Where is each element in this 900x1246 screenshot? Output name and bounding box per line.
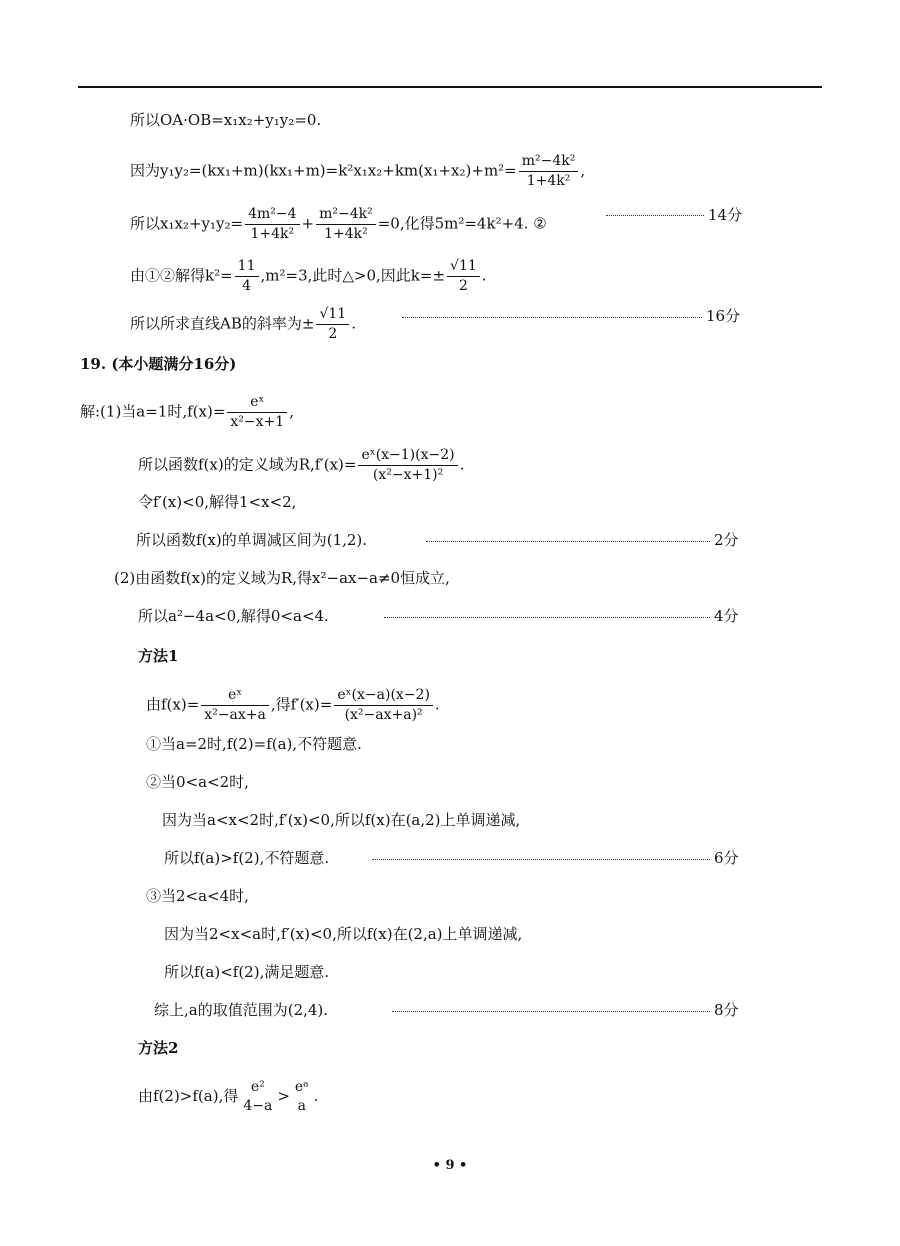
fraction: $\frac{√11}{2}$ xyxy=(316,305,349,344)
fraction: $\frac{\text{eˣ(x−a)(x−2)}}{\text{(x²−ax+a)²}}$ xyxy=(334,686,433,725)
text-line: 所以a²−4a<0,解得0<a<4. xyxy=(138,607,329,625)
text-line: 综上,a的取值范围为(2,4). xyxy=(154,1001,329,1019)
page-number: • 9 • xyxy=(432,1158,468,1173)
fraction: $\frac{\text{4m²−4}}{\text{1+4k²}}$ xyxy=(245,205,299,244)
text-line: 由f(2)>f(a),得 e² 4−a > eᵃ a . xyxy=(138,1079,319,1114)
subsection-heading: 方法1 xyxy=(138,647,179,665)
score-label: 8分 xyxy=(714,1001,739,1019)
text-line: ②当0<a<2时, xyxy=(146,773,249,791)
text-line: 因为当2<x<a时,f′(x)<0,所以f(x)在(2,a)上单调递减, xyxy=(164,925,523,943)
text-line: 解:(1)当a=1时,f(x)= $\frac{\text{eˣ}}{\text{x²−x+1}}$ , xyxy=(80,394,294,430)
fraction: $\frac{\text{m²−4k²}}{\text{1+4k²}}$ xyxy=(316,205,376,244)
text-line: 由①②解得k²= $\frac{11}{4}$ ,m²=3,此时△>0,因此k=± $\frac{√11}{2}$ . xyxy=(130,258,487,294)
text-line: ③当2<a<4时, xyxy=(146,887,249,905)
score-leader xyxy=(402,317,702,318)
section-heading: 19. (本小题满分16分) xyxy=(80,355,237,373)
score-leader xyxy=(426,541,710,542)
score-leader xyxy=(372,859,710,860)
text-line: ①当a=2时,f(2)=f(a),不符题意. xyxy=(146,735,362,753)
score-label: 16分 xyxy=(706,307,741,325)
text-line: 因为当a<x<2时,f′(x)<0,所以f(x)在(a,2)上单调递减, xyxy=(162,811,521,829)
fraction: $\frac{\text{eˣ(x−1)(x−2)}}{\text{(x²−x+1)²}}$ xyxy=(358,446,457,485)
text-line: 由f(x)= $\frac{\text{eˣ}}{\text{x²−ax+a}}$ ,得f′(x)= $\frac{\text{eˣ(x−a)(x−2)}}{\text{(x²−ax+a)²}}$ . xyxy=(146,687,440,723)
text-line: 因为y₁y₂=(kx₁+m)(kx₁+m)=k²x₁x₂+km(x₁+x₂)+m²= $\frac{\text{m²−4k²}}{\text{1+4k²}}$ , xyxy=(130,153,586,189)
fraction: $\frac{11}{4}$ xyxy=(235,257,259,296)
text-line: 令f′(x)<0,解得1<x<2, xyxy=(138,493,297,511)
header-rule xyxy=(78,86,822,88)
text-line: 所以函数f(x)的单调减区间为(1,2). xyxy=(136,531,368,549)
fraction: $\frac{\text{m²−4k²}}{\text{1+4k²}}$ xyxy=(519,152,579,191)
text-line: 所以f(a)<f(2),满足题意. xyxy=(164,963,330,981)
score-label: 14分 xyxy=(708,206,743,224)
text-line-start: 因为y₁y₂=(kx₁+m)(kx₁+m)=k²x₁x₂+km(x₁+x₂)+m²= xyxy=(130,161,517,180)
fraction: eᵃ a xyxy=(294,1079,309,1114)
score-label: 2分 xyxy=(714,531,739,549)
text-line: 所以x₁x₂+y₁y₂= $\frac{\text{4m²−4}}{\text{1+4k²}}$ + $\frac{\text{m²−4k²}}{\text{1+4k²}}$ =0,化得5m²=4k²+4. ② xyxy=(130,206,547,242)
text-line: 所以所求直线AB的斜率为± $\frac{√11}{2}$ . xyxy=(130,306,356,342)
fraction: $\frac{\text{eˣ}}{\text{x²−x+1}}$ xyxy=(227,393,287,432)
text-line: (2)由函数f(x)的定义域为R,得x²−ax−a≠0恒成立, xyxy=(114,569,450,587)
score-label: 4分 xyxy=(714,607,739,625)
fraction: e² 4−a xyxy=(243,1079,273,1114)
subsection-heading: 方法2 xyxy=(138,1039,179,1057)
score-leader xyxy=(384,617,710,618)
score-leader xyxy=(392,1011,710,1012)
fraction: $\frac{√11}{2}$ xyxy=(447,257,480,296)
score-label: 6分 xyxy=(714,849,739,867)
text-line: 所以函数f(x)的定义域为R,f′(x)= $\frac{\text{eˣ(x−1)(x−2)}}{\text{(x²−x+1)²}}$ . xyxy=(138,447,465,483)
text-line: 所以f(a)>f(2),不符题意. xyxy=(164,849,330,867)
text-line: 所以OA·OB=x₁x₂+y₁y₂=0. xyxy=(130,111,322,129)
score-leader xyxy=(606,215,704,216)
fraction: $\frac{\text{eˣ}}{\text{x²−ax+a}}$ xyxy=(201,686,269,725)
